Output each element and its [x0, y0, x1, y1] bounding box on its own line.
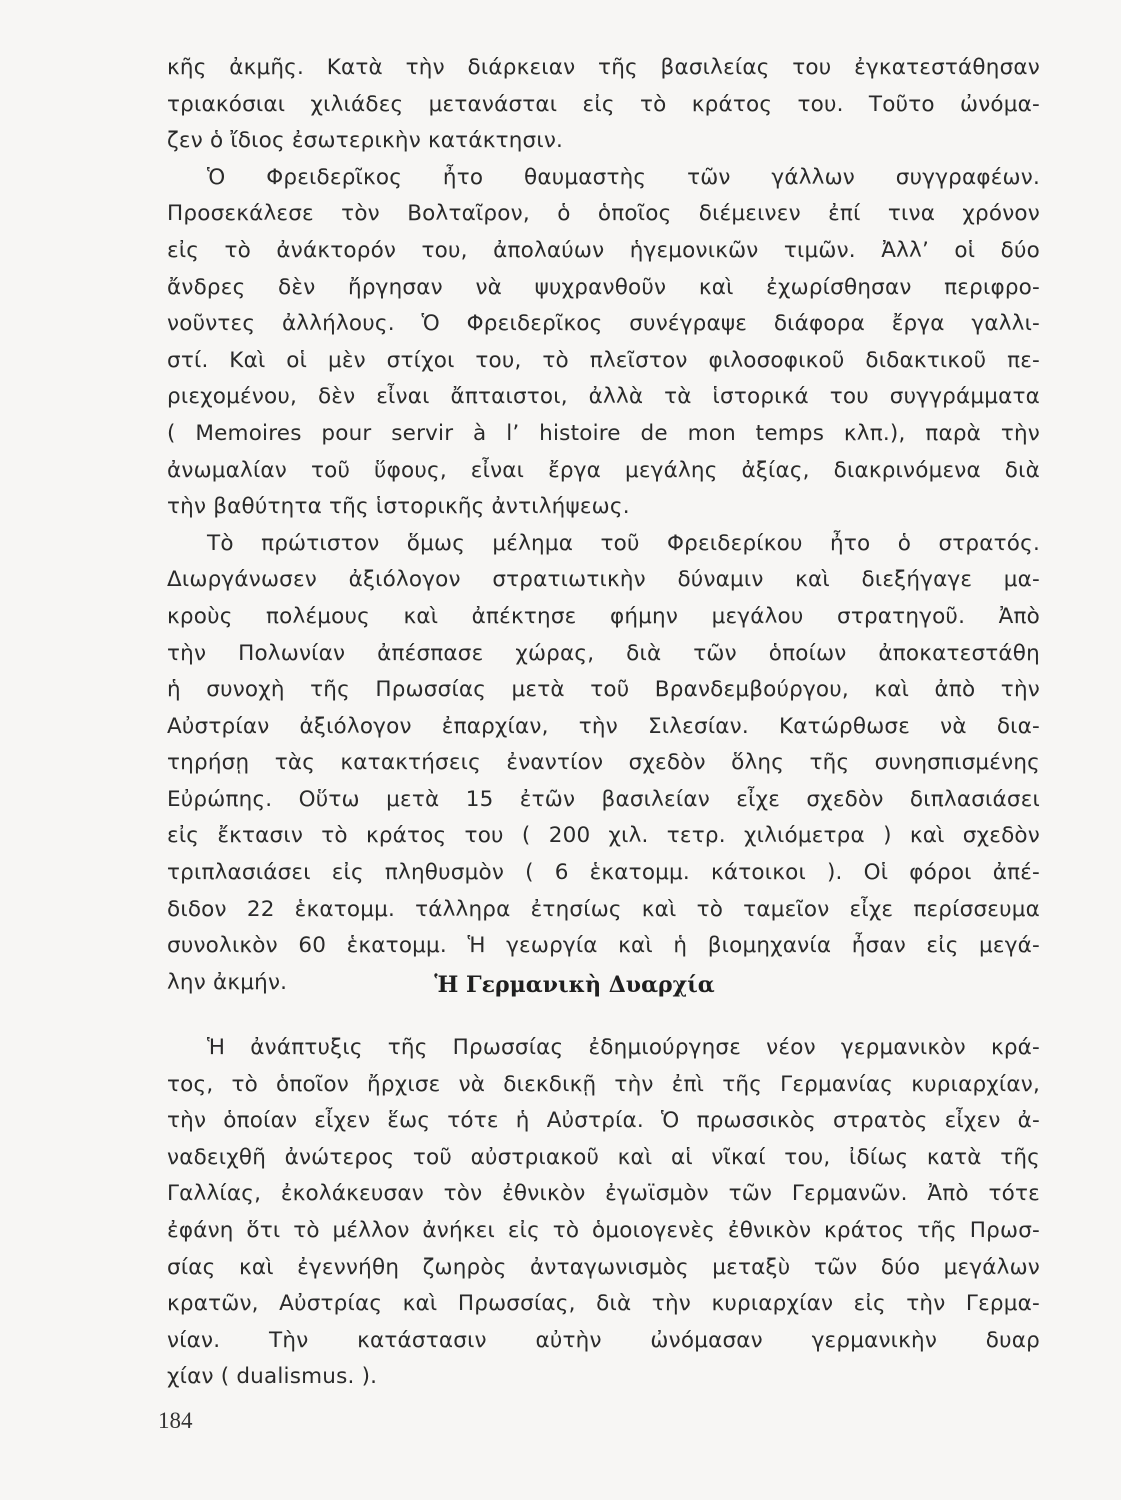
text-line: Ὁ Φρειδερῖκος ἦτο θαυμαστὴς τῶν γάλλων συγγραφέων.	[207, 164, 1040, 190]
main-text-top	[167, 50, 1040, 1001]
text-line: ἐφάνη ὅτι τὸ μέλλον ἀνήκει εἰς τὸ ὁμοιογενὲς ἐθνικὸν κράτος τῆς Πρωσ-	[167, 1217, 1040, 1243]
text-line: εἰς τὸ ἀνάκτορόν του, ἀπολαύων ἡγεμονικῶν τιμῶν. Ἀλλ’ οἱ δύο	[167, 237, 1040, 263]
text-line: νοῦντες ἀλλήλους. Ὁ Φρειδερῖκος συνέγραψε διάφορα ἔργα γαλλι-	[167, 311, 1040, 337]
text-line: ζεν ὁ ἴδιος ἐσωτερικὴν κατάκτησιν.	[167, 128, 564, 154]
text-line: χίαν ( dualismus. ).	[167, 1364, 378, 1390]
section-heading: Ἡ Γερμανικὴ Δυαρχία	[434, 972, 715, 998]
text-line: διδον 22 ἑκατομμ. τάλληρα ἐτησίως καὶ τὸ ταμεῖον εἶχε περίσσευμα	[167, 896, 1040, 922]
main-text-bottom	[167, 1030, 1040, 1396]
text-line: Διωργάνωσεν ἀξιόλογον στρατιωτικὴν δύναμιν καὶ διεξήγαγε μα-	[167, 567, 1040, 593]
text-line: ριεχομένου, δὲν εἶναι ἄπταιστοι, ἀλλὰ τὰ ἱστορικά του συγγράμματα	[167, 384, 1040, 410]
text-line: τριακόσιαι χιλιάδες μετανάσται εἰς τὸ κράτος του. Τοῦτο ὠνόμα-	[167, 91, 1040, 117]
text-line: ναδειχθῆ ἀνώτερος τοῦ αὐστριακοῦ καὶ αἱ νῖκαί του, ἰδίως κατὰ τῆς	[167, 1144, 1040, 1170]
text-line: τριπλασιάσει εἰς πληθυσμὸν ( 6 ἑκατομμ. κάτοικοι ). Οἱ φόροι ἀπέ-	[167, 860, 1040, 886]
text-line: στί. Καὶ οἱ μὲν στίχοι του, τὸ πλεῖστον φιλοσοφικοῦ διδακτικοῦ πε-	[167, 347, 1040, 373]
text-line: Γαλλίας, ἐκολάκευσαν τὸν ἐθνικὸν ἐγωϊσμὸν τῶν Γερμανῶν. Ἀπὸ τότε	[167, 1181, 1040, 1207]
text-line: Αὐστρίαν ἀξιόλογον ἐπαρχίαν, τὴν Σιλεσίαν. Κατώρθωσε νὰ δια-	[167, 713, 1040, 739]
text-line: τος, τὸ ὁποῖον ἤρχισε νὰ διεκδικῇ τὴν ἐπὶ τῆς Γερμανίας κυριαρχίαν,	[167, 1071, 1040, 1097]
text-line: ἀνωμαλίαν τοῦ ὕφους, εἶναι ἔργα μεγάλης ἀξίας, διακρινόμενα διὰ	[167, 457, 1040, 483]
text-line: λην ἀκμήν.	[167, 969, 288, 995]
text-line: Τὸ πρώτιστον ὅμως μέλημα τοῦ Φρειδερίκου ἦτο ὁ στρατός.	[207, 530, 1040, 556]
text-line: κρατῶν, Αὐστρίας καὶ Πρωσσίας, διὰ τὴν κυριαρχίαν εἰς τὴν Γερμα-	[167, 1291, 1040, 1317]
text-line: Εὐρώπης. Οὕτω μετὰ 15 ἐτῶν βασιλείαν εἶχε σχεδὸν διπλασιάσει	[167, 786, 1040, 812]
text-line: ἄνδρες δὲν ἤργησαν νὰ ψυχρανθοῦν καὶ ἐχωρίσθησαν περιφρο-	[167, 274, 1040, 300]
text-line: τηρήσῃ τὰς κατακτήσεις ἐναντίον σχεδὸν ὅλης τῆς συνησπισμένης	[167, 750, 1040, 776]
page-number: 184	[158, 1408, 193, 1433]
text-line: εἰς ἔκτασιν τὸ κράτος του ( 200 χιλ. τετρ. χιλιόμετρα ) καὶ σχεδὸν	[167, 823, 1040, 849]
text-line: Προσεκάλεσε τὸν Βολταῖρον, ὁ ὁποῖος διέμεινεν ἐπί τινα χρόνον	[167, 201, 1040, 227]
text-line: τὴν ὁποίαν εἶχεν ἕως τότε ἡ Αὐστρία. Ὁ πρωσσικὸς στρατὸς εἶχεν ἀ-	[167, 1108, 1040, 1134]
text-line: τὴν βαθύτητα τῆς ἱστορικῆς ἀντιλήψεως.	[167, 494, 630, 520]
text-line: νίαν. Τὴν κατάστασιν αὐτὴν ὠνόμασαν γερμανικὴν δυαρ	[167, 1327, 1040, 1353]
text-line: ( Memoires pour servir à l’ histoire de mon temps κλπ.), παρὰ τὴν	[167, 420, 1040, 446]
text-line: κροὺς πολέμους καὶ ἀπέκτησε φήμην μεγάλου στρατηγοῦ. Ἀπὸ	[167, 603, 1040, 629]
text-line: κῆς ἀκμῆς. Κατὰ τὴν διάρκειαν τῆς βασιλείας του ἐγκατεστάθησαν	[167, 55, 1040, 80]
text-line: Ἡ ἀνάπτυξις τῆς Πρωσσίας ἐδημιούργησε νέον γερμανικὸν κρά-	[207, 1035, 1040, 1060]
text-line: τὴν Πολωνίαν ἀπέσπασε χώρας, διὰ τῶν ὁποίων ἀποκατεστάθη	[167, 640, 1040, 666]
text-line: ἡ συνοχὴ τῆς Πρωσσίας μετὰ τοῦ Βρανδεμβούργου, καὶ ἀπὸ τὴν	[167, 677, 1040, 703]
text-line: σίας καὶ ἐγεννήθη ζωηρὸς ἀνταγωνισμὸς μεταξὺ τῶν δύο μεγάλων	[167, 1254, 1040, 1280]
text-line: συνολικὸν 60 ἑκατομμ. Ἡ γεωργία καὶ ἡ βιομηχανία ἦσαν εἰς μεγά-	[167, 933, 1040, 959]
